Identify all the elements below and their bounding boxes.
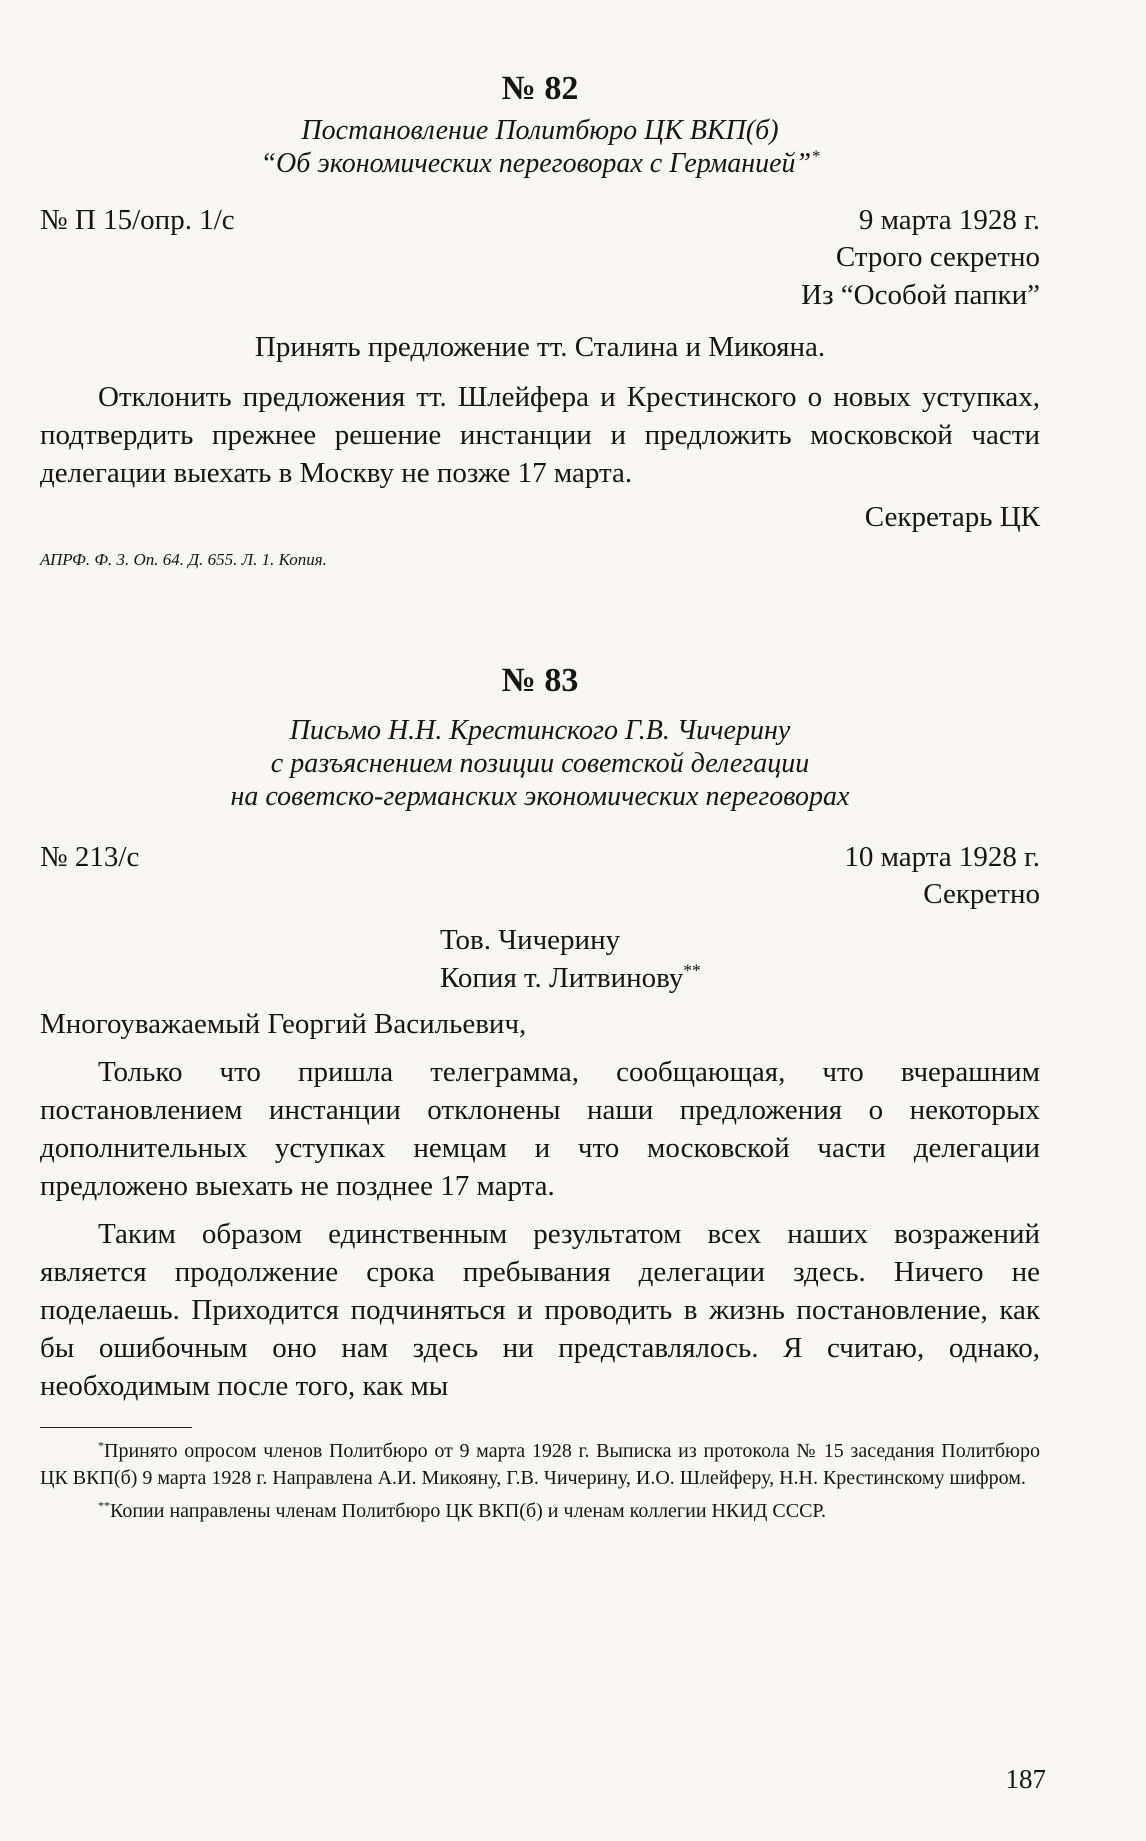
- doc83-addressee: Тов. Чичерину: [440, 924, 621, 956]
- footnote-1-text: Принято опросом членов Политбюро от 9 марта 1928 г. Выписка из протокола № 15 заседания Политбюро ЦК ВКП(б) 9 марта 1928 г. Направлена А.И. Микояну, Г.В. Чичерину, И.О. Шлейферу, Н.Н. Крестинскому шифром.: [40, 1440, 1040, 1489]
- doc83-title-line2: с разъяснением позиции советской делегации: [270, 748, 810, 779]
- doc82-classification: Строго секретно: [835, 241, 1040, 273]
- doc82-reg-number: № П 15/опр. 1/с: [40, 204, 235, 236]
- footnote-1-mark: *: [98, 1438, 104, 1453]
- doc82-number: № 82: [501, 70, 579, 107]
- doc83-salutation: Многоуважаемый Георгий Васильевич,: [40, 1008, 527, 1040]
- doc83-paragraph-1: Только что пришла телеграмма, сообщающая, что вчерашним постановлением инстанции отклонены наши предложения о некоторых дополнительных уступках немцам и что московской части делегации предложено выехать не позднее 17 марта.: [40, 1056, 1040, 1202]
- doc83-title-line3: на советско-германских экономических переговорах: [230, 781, 850, 812]
- footnote-2-mark: **: [98, 1498, 110, 1513]
- doc82-registration-row: [40, 202, 1040, 238]
- doc83-classification: Секретно: [923, 878, 1040, 910]
- doc83-reg-number: № 213/с: [40, 841, 140, 873]
- doc82-date: 9 марта 1928 г.: [858, 204, 1040, 236]
- doc82-footnote-mark: *: [811, 146, 820, 166]
- footnote-2-text: Копии направлены членам Политбюро ЦК ВКП(б) и членам коллегии НКИД СССР.: [110, 1500, 827, 1522]
- doc83-title-line1: Письмо Н.Н. Крестинского Г.В. Чичерину: [289, 715, 791, 746]
- doc82-folder: Из “Особой папки”: [801, 279, 1040, 311]
- doc83-copy-to-text: Копия т. Литвинову: [440, 962, 684, 994]
- footnote-divider: [40, 1427, 192, 1428]
- doc82-archive-reference: АПРФ. Ф. 3. Оп. 64. Д. 655. Л. 1. Копия.: [40, 550, 327, 569]
- doc83-copy-to: [440, 959, 1040, 997]
- doc82-decision1: Принять предложение тт. Сталина и Микояна.: [254, 331, 826, 363]
- doc82-signature: Секретарь ЦК: [864, 501, 1040, 533]
- page-content: [40, 70, 1040, 1525]
- doc82-title-line2-text: “Об экономических переговорах с Германией”: [260, 148, 812, 179]
- page-number: 187: [1005, 1764, 1046, 1794]
- doc83-date: 10 марта 1928 г.: [844, 841, 1040, 873]
- footnote-1: [40, 1438, 1040, 1492]
- doc83-footnote-mark: **: [683, 960, 701, 981]
- doc83-paragraph-2: Таким образом единственным результатом всех наших возражений является продолжение срока пребывания делегации здесь. Ничего не поделаешь. Приходится подчиняться и проводить в жизнь постановление, как бы ошибочным оно нам здесь ни представлялось. Я считаю, однако, необходимым после того, как мы: [40, 1218, 1040, 1402]
- footnote-2: [40, 1498, 1040, 1525]
- doc83-number: № 83: [501, 662, 579, 699]
- doc82-title-line1: Постановление Политбюро ЦК ВКП(б): [301, 115, 779, 146]
- doc83-registration-row: [40, 839, 1040, 875]
- doc82-decision2: Отклонить предложения тт. Шлейфера и Крестинского о новых уступках, подтвердить прежнее решение инстанции и предложить московской части делегации выехать в Москву не позже 17 марта.: [40, 381, 1040, 489]
- doc82-title-line2: [40, 147, 1040, 180]
